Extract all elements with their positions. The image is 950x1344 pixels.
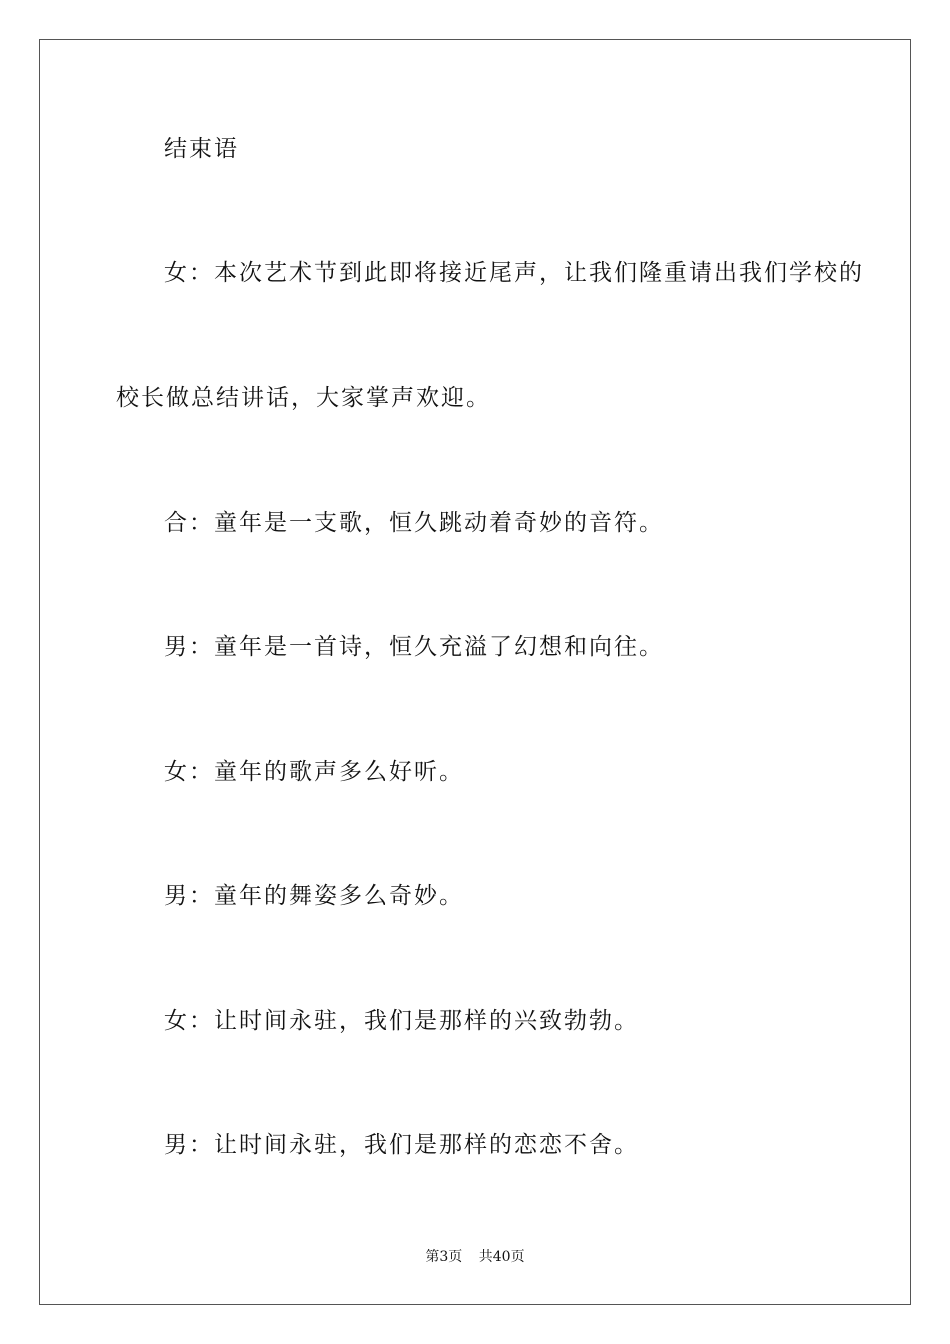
total-pages: 共40页 — [478, 1249, 525, 1265]
paragraph-line: 女：童年的歌声多么好听。 — [164, 759, 464, 785]
section-heading: 结束语 — [164, 136, 239, 162]
paragraph-line: 合：童年是一支歌，恒久跳动着奇妙的音符。 — [164, 510, 664, 536]
page-frame — [39, 39, 911, 1305]
paragraph-line: 女：本次艺术节到此即将接近尾声，让我们隆重请出我们学校的 — [164, 260, 864, 286]
page-number: 第3页 — [425, 1249, 463, 1265]
page-footer — [0, 1247, 950, 1267]
paragraph-line: 男：让时间永驻，我们是那样的恋恋不舍。 — [164, 1132, 639, 1158]
paragraph-line: 男：童年是一首诗，恒久充溢了幻想和向往。 — [164, 634, 664, 660]
paragraph-line: 女：让时间永驻，我们是那样的兴致勃勃。 — [164, 1008, 639, 1034]
paragraph-line: 校长做总结讲话，大家掌声欢迎。 — [116, 385, 491, 411]
paragraph-line: 男：童年的舞姿多么奇妙。 — [164, 883, 464, 909]
